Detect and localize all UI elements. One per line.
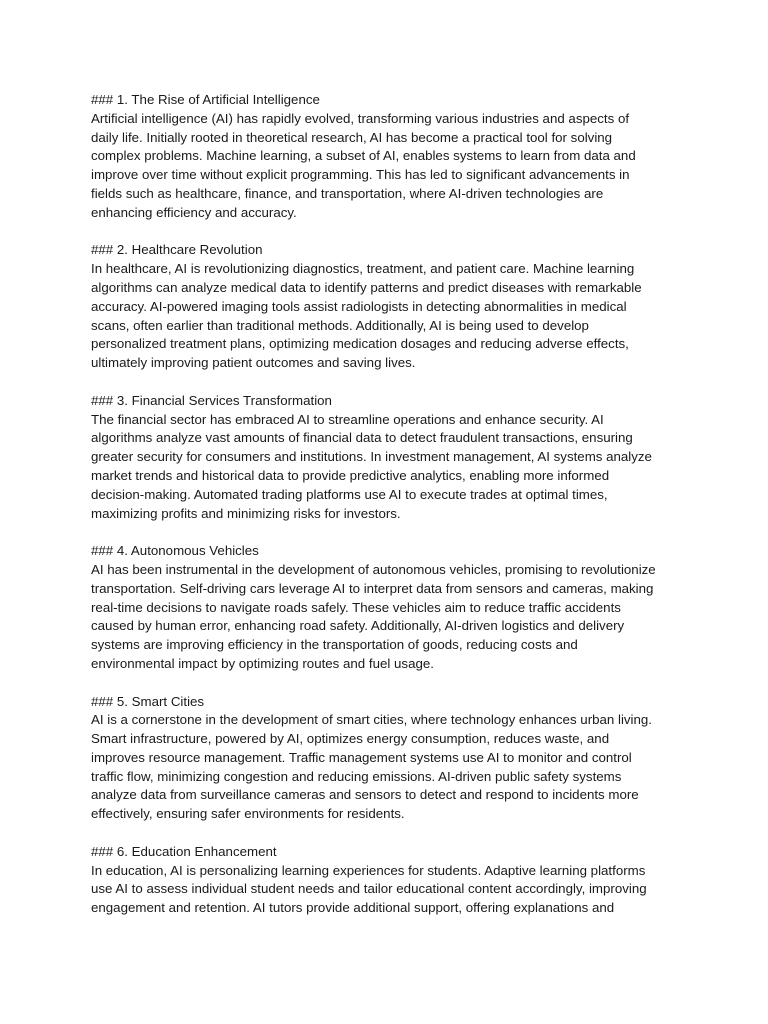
body-line: market trends and historical data to provide predictive analytics, enabling more informed: [91, 467, 610, 483]
body-line: complex problems. Machine learning, a subset of AI, enables systems to learn from data and: [91, 148, 636, 164]
body-line: transportation. Self-driving cars leverage AI to interpret data from sensors and cameras, making: [91, 580, 654, 596]
body-line: environmental impact by optimizing routes and fuel usage.: [91, 655, 434, 671]
document-page: [91, 91, 691, 937]
body-line: AI is a cornerstone in the development of smart cities, where technology enhances urban living.: [91, 712, 652, 728]
body-line: caused by human error, enhancing road safety. Additionally, AI-driven logistics and delivery: [91, 618, 625, 634]
section-education: [91, 843, 691, 918]
section-body: [91, 110, 691, 223]
section-body: [91, 260, 691, 373]
body-line: fields such as healthcare, finance, and transportation, where AI-driven technologies are: [91, 185, 604, 201]
section-heading: ### 6. Education Enhancement: [91, 843, 277, 859]
section-heading: ### 4. Autonomous Vehicles: [91, 543, 259, 559]
body-line: Artificial intelligence (AI) has rapidly evolved, transforming various industries and aspects of: [91, 110, 630, 126]
body-line: greater security for consumers and institutions. In investment management, AI systems analyze: [91, 449, 652, 465]
body-line: real-time decisions to navigate roads safely. These vehicles aim to reduce traffic accidents: [91, 599, 621, 615]
body-line: maximizing profits and minimizing risks for investors.: [91, 505, 401, 521]
body-line: use AI to assess individual student needs and tailor educational content accordingly, improving: [91, 881, 647, 897]
body-line: improves resource management. Traffic management systems use AI to monitor and control: [91, 749, 632, 765]
body-line: ultimately improving patient outcomes and saving lives.: [91, 355, 416, 371]
section-body: [91, 862, 691, 918]
body-line: algorithms can analyze medical data to identify patterns and predict diseases with remarkable: [91, 279, 642, 295]
section-financial-services: [91, 392, 691, 524]
body-line: The financial sector has embraced AI to streamline operations and enhance security. AI: [91, 411, 604, 427]
body-line: enhancing efficiency and accuracy.: [91, 204, 297, 220]
body-line: traffic flow, minimizing congestion and reducing emissions. AI-driven public safety systems: [91, 768, 622, 784]
section-body: [91, 711, 691, 824]
body-line: AI has been instrumental in the development of autonomous vehicles, promising to revolutionize: [91, 561, 656, 577]
section-healthcare: [91, 241, 691, 373]
body-line: improve over time without explicit programming. This has led to significant advancements in: [91, 167, 630, 183]
body-line: personalized treatment plans, optimizing medication dosages and reducing adverse effects,: [91, 336, 629, 352]
body-line: engagement and retention. AI tutors provide additional support, offering explanations and: [91, 900, 615, 916]
body-line: daily life. Initially rooted in theoretical research, AI has become a practical tool for solving: [91, 129, 613, 145]
body-line: systems are improving efficiency in the transportation of goods, reducing costs and: [91, 637, 578, 653]
section-heading: ### 1. The Rise of Artificial Intelligence: [91, 92, 320, 107]
body-line: effectively, ensuring safer environments for residents.: [91, 806, 405, 822]
body-line: Smart infrastructure, powered by AI, optimizes energy consumption, reduces waste, and: [91, 731, 610, 747]
body-line: accuracy. AI-powered imaging tools assist radiologists in detecting abnormalities in medical: [91, 298, 627, 314]
section-smart-cities: [91, 693, 691, 825]
body-line: In healthcare, AI is revolutionizing diagnostics, treatment, and patient care. Machine learning: [91, 261, 635, 277]
section-autonomous-vehicles: [91, 542, 691, 674]
section-heading: ### 5. Smart Cities: [91, 693, 205, 709]
body-line: scans, often earlier than traditional methods. Additionally, AI is being used to develop: [91, 317, 589, 333]
body-line: algorithms analyze vast amounts of financial data to detect fraudulent transactions, ensuring: [91, 430, 633, 446]
section-heading: ### 3. Financial Services Transformation: [91, 392, 332, 408]
section-body: [91, 411, 691, 524]
section-rise-of-ai: [91, 91, 691, 223]
body-line: decision-making. Automated trading platforms use AI to execute trades at optimal times,: [91, 486, 608, 502]
section-body: [91, 561, 691, 674]
section-heading: ### 2. Healthcare Revolution: [91, 242, 263, 258]
body-line: analyze data from surveillance cameras and sensors to detect and respond to incidents more: [91, 787, 639, 803]
body-line: In education, AI is personalizing learning experiences for students. Adaptive learning platforms: [91, 862, 646, 878]
